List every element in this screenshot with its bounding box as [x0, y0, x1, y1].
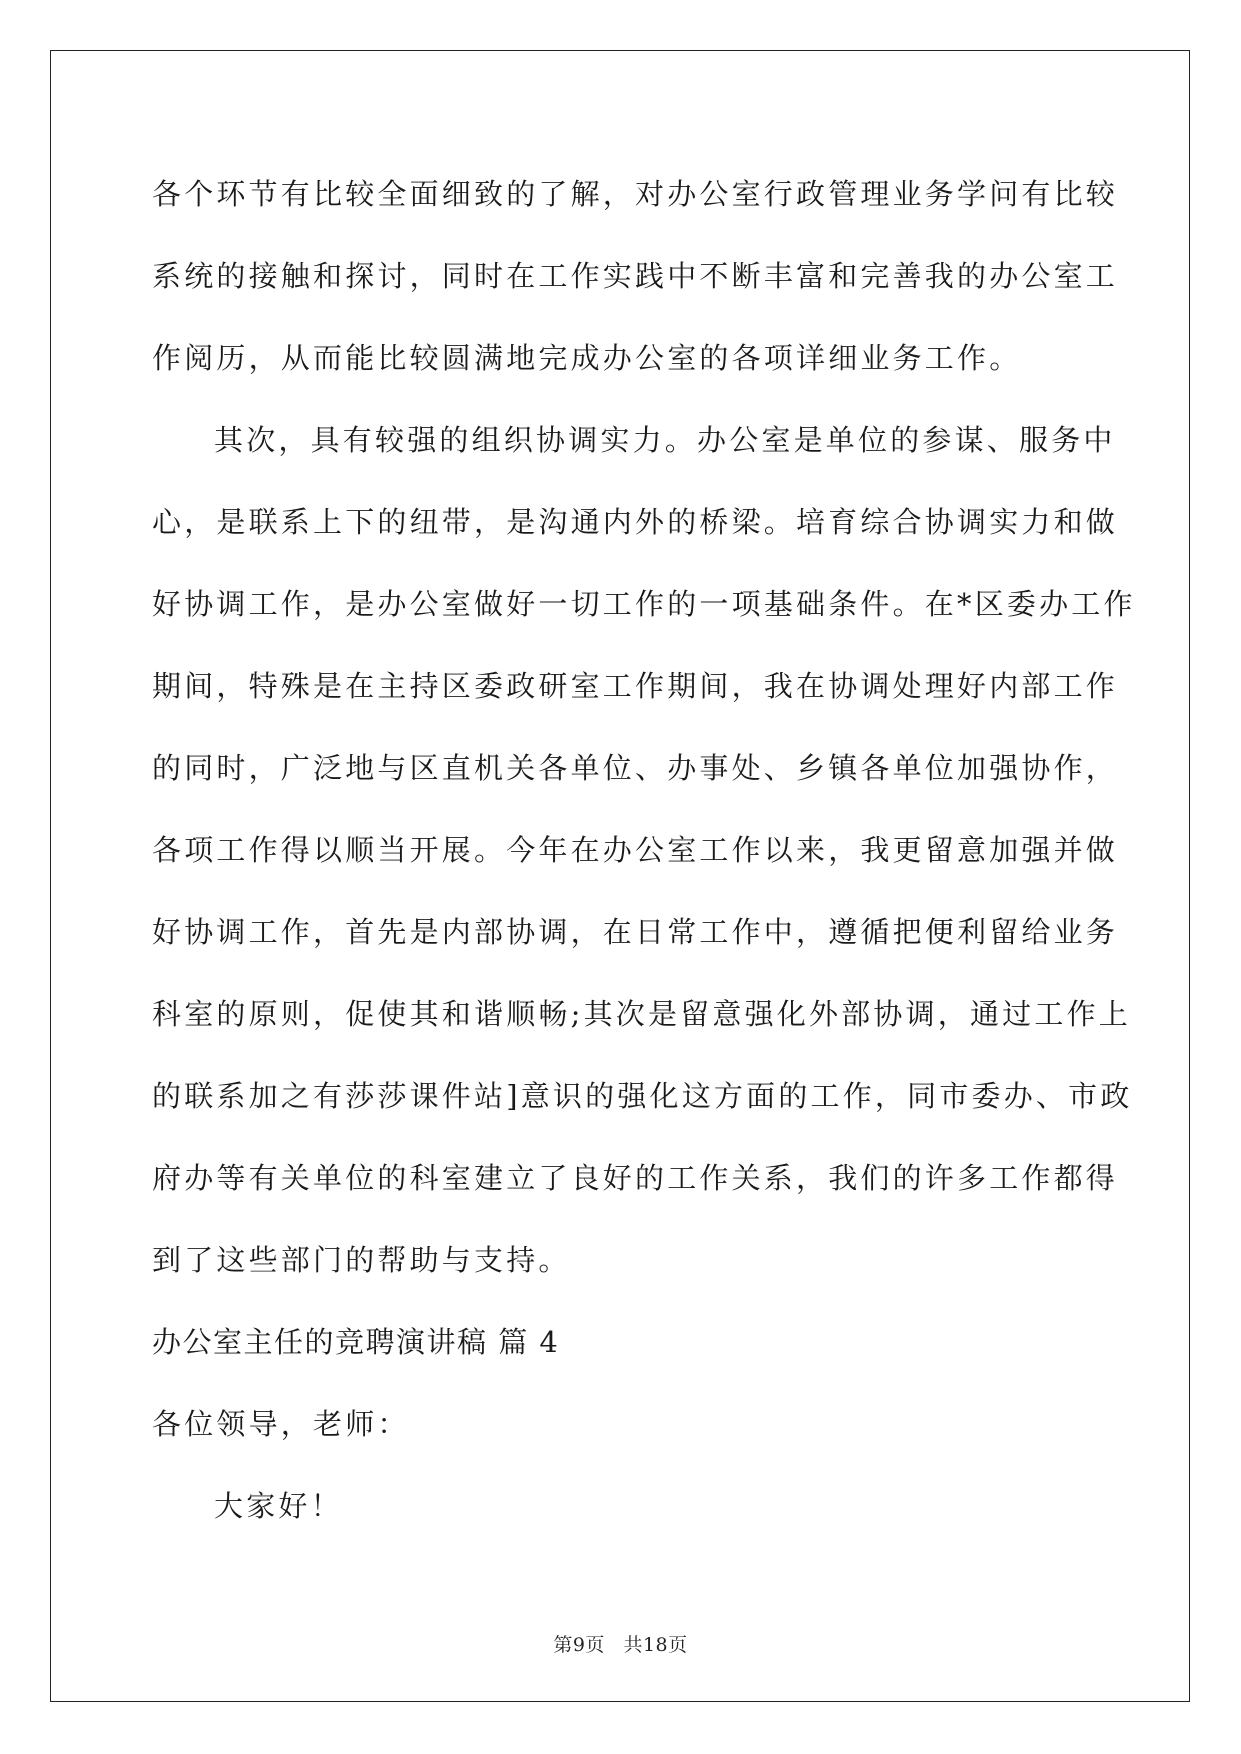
body-line: 科室的原则，促使其和谐顺畅;其次是留意强化外部协调，通过工作上 — [152, 997, 1131, 1031]
body-line: 到了这些部门的帮助与支持。 — [152, 1243, 571, 1277]
document-body — [152, 168, 1136, 1562]
greeting: 大家好！ — [214, 1489, 343, 1523]
body-line: 好协调工作，首先是内部协调，在日常工作中，遵循把便利留给业务 — [152, 915, 1119, 949]
body-line: 府办等有关单位的科室建立了良好的工作关系，我们的许多工作都得 — [152, 1161, 1119, 1195]
body-line: 的同时，广泛地与区直机关各单位、办事处、乡镇各单位加强协作， — [152, 751, 1119, 785]
body-line: 的联系加之有莎莎课件站]意识的强化这方面的工作，同市委办、市政 — [152, 1079, 1133, 1113]
salutation: 各位领导，老师： — [152, 1407, 410, 1441]
body-line: 系统的接触和探讨，同时在工作实践中不断丰富和完善我的办公室工 — [152, 259, 1119, 293]
body-line: 好协调工作，是办公室做好一切工作的一项基础条件。在*区委办工作 — [152, 587, 1136, 621]
body-line: 各项工作得以顺当开展。今年在办公室工作以来，我更留意加强并做 — [152, 833, 1119, 867]
body-line: 期间，特殊是在主持区委政研室工作期间，我在协调处理好内部工作 — [152, 669, 1119, 703]
page-footer — [0, 1630, 1241, 1657]
page-total: 共18页 — [623, 1634, 688, 1656]
page-number: 第9页 — [553, 1634, 605, 1656]
body-line: 心，是联系上下的纽带，是沟通内外的桥梁。培育综合协调实力和做 — [152, 505, 1119, 539]
paragraph-first-line: 其次，具有较强的组织协调实力。办公室是单位的参谋、服务中 — [214, 423, 1116, 457]
body-line: 作阅历，从而能比较圆满地完成办公室的各项详细业务工作。 — [152, 341, 1022, 375]
section-heading: 办公室主任的竞聘演讲稿 篇 4 — [152, 1325, 560, 1359]
body-line: 各个环节有比较全面细致的了解，对办公室行政管理业务学问有比较 — [152, 177, 1119, 211]
